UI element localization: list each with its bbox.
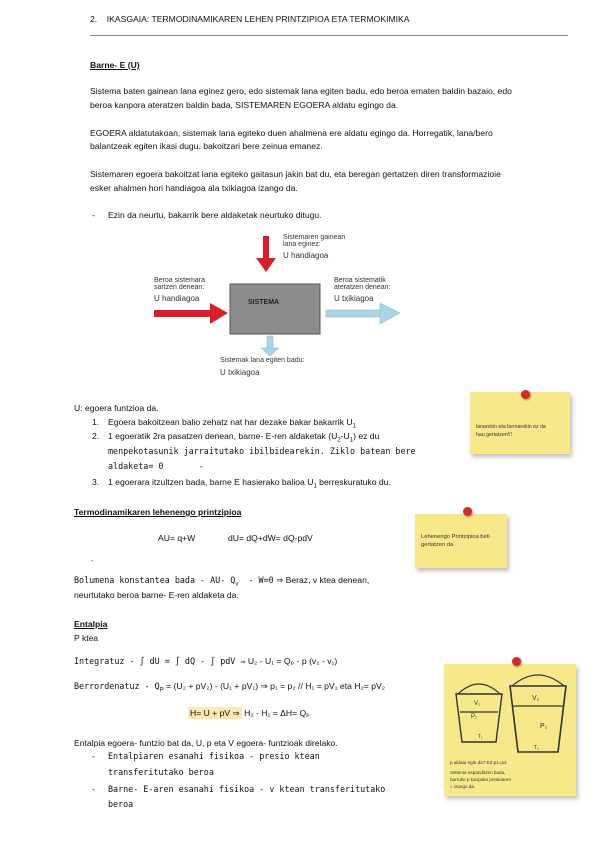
bucket-large-handle	[512, 675, 564, 686]
equation-delta-u: AU= q+W	[158, 533, 196, 543]
paragraph-2-line-1: EGOERA aldatutakoan, sistemak lana egiteko duen ahalmena ere aldatu egingo da. Horregatik, lana/bero	[90, 128, 493, 138]
arrow-bottom-head	[261, 348, 279, 356]
section-title-barne: Barne- E (U)	[90, 60, 140, 70]
system-box	[230, 284, 320, 334]
bullet-measure: Ezin da neurtu, bakarrik bere aldaketak neurtuko ditugu.	[108, 210, 322, 220]
arrow-right-head	[380, 303, 400, 324]
state-function-line: Entalpia egoera- funtzio bat da, U, p eta V egoera- funtzioak direlako.	[74, 738, 338, 748]
diagram-top-label: Sistemaren gainean lana eginez: U handiagoa	[283, 234, 346, 260]
egoera-item-1-number: 1.	[92, 417, 100, 427]
enthalpy-meaning-line-1: Entalpiaren esanahi fisikoa - presio ktean	[108, 751, 320, 761]
volume-constant-line-1: Bolumena konstantea bada - AU- $Q_v - W=0$ ⇒ Beraz, v ktea denean,	[74, 575, 370, 588]
egoera-item-2-number: 2.	[92, 431, 100, 441]
section-title-termo: Termodinamikaren lehenengo printzipioa	[74, 507, 242, 517]
egoera-item-2-line-3: aldaketa= 0 -	[108, 461, 204, 471]
reordering-line: Berrordenatuz - $Q_P = (U_2 + pV_2) - (U_1 + pV_1)$ ⇒ p₁ = p₂ // H₁ = pV₁ eta H₂= pV₂	[74, 681, 386, 694]
diagram-bottom-value: U txikiagoa	[220, 368, 260, 377]
diagram-right-value: U txikiagoa	[334, 294, 374, 303]
header	[90, 14, 409, 24]
internal-energy-meaning-line-1: Barne- E-aren esanahi fisikoa - v ktean transferitutako	[108, 784, 386, 794]
header-rule	[90, 35, 568, 36]
note3-caption-3: barruko p kanpoko presioaren	[450, 777, 512, 782]
egoera-item-2-line-1: 1 egoeratik 2ra pasatzen denean, barne- E-ren aldaketak $(U_2-U_1)$ ez du	[108, 431, 380, 444]
pushpin-icon	[521, 390, 530, 399]
diagram-top-value: U handiagoa	[283, 251, 329, 260]
pushpin-icon	[463, 507, 472, 516]
paragraph-3-line-2: esker ahalmen hori handiagoa ala txikiagoa izango da.	[90, 183, 298, 193]
volume-constant-line-2: neurtutako beroa barne- E-ren aldaketa da.	[74, 590, 239, 600]
bullet-dash: -	[92, 751, 95, 761]
arrow-top-shaft	[263, 236, 269, 260]
pressure-constant: P ktea	[74, 633, 99, 643]
enthalpy-definition: H= U + pV ⇒ H₂ - H₁ = ΔH= Qₚ	[190, 708, 310, 718]
note3-v1: V₁	[474, 701, 481, 707]
red-dash: -	[91, 556, 94, 565]
paragraph-2-line-2: balantzeak egiten ikasi dugu. bakoitzari bere zeinua emanez.	[90, 141, 323, 151]
diagram-bottom-label: Sistemak lana egiten badu: U txikiagoa	[220, 357, 305, 377]
egoera-item-2-line-2: menpekotasunik jarraitutako ibilbidearekin. Ziklo batean bere	[108, 446, 416, 456]
note3-t1: T₁	[478, 734, 483, 740]
sticky-note-1: lanarekin eta beroarekin ez da hau gertatzen!!!	[470, 392, 570, 454]
egoera-item-3: 1 egoerara itzultzen bada, barne E hasierako balioa $U_1$ berreskuratuko du.	[108, 477, 391, 490]
diagram-left-label: Beroa sistemara sartzen denean: U handiagoa	[154, 277, 205, 303]
equation-du: dU= dQ+dW= dQ-pdV	[228, 533, 313, 543]
arrow-left-head	[210, 303, 228, 324]
note3-p2: P₂	[540, 723, 548, 730]
sticky-note-3	[444, 664, 576, 796]
paragraph-1-line-1: Sistema baten gainean lana eginez gero, edo sistemak lana egiten badu, edo beroa ematen baldin bazaio, edo	[90, 86, 512, 96]
note3-v2: V₂	[532, 695, 540, 702]
arrow-top-head	[256, 258, 276, 272]
sticky-note-2: Lehenengo Printzipioa beti gertatzen da	[415, 514, 507, 568]
bucket-illustration	[450, 672, 570, 756]
diagram-right-label: Beroa sistematik ateratzen denean: U txikiagoa	[334, 277, 391, 303]
egoera-item-1: Egoera bakoitzean balio zehatz nat har dezake bakar bakarrik $U_1$	[108, 417, 356, 430]
note3-caption-4: = izango da.	[450, 784, 476, 789]
arrow-left-shaft	[154, 310, 212, 317]
bucket-small-handle	[458, 684, 500, 694]
egoera-item-3-number: 3.	[92, 477, 100, 487]
diagram-left-value: U handiagoa	[154, 294, 200, 303]
paragraph-3-line-1: Sistemaren egoera bakoitzat lana egiteko gaitasun jakin bat du, eta beregan gertatzen diren transformazioie	[90, 169, 501, 179]
header-number: 2.	[90, 14, 98, 24]
note3-p1: P₁	[471, 714, 478, 720]
note3-caption-1: p aldatu egin da? EZ p1=p2	[450, 760, 507, 765]
integration-line: Integratuz - ∫ dU = ∫ dQ - ∫ pdV ⇒ U₂ - U₁ = Qₚ - p (v₂ - v₁)	[74, 656, 338, 666]
enthalpy-meaning-line-2: transferitutako beroa	[108, 767, 214, 777]
diagram-box-label: SISTEMA	[248, 299, 280, 306]
header-title: IKASGAIA: TERMODINAMIKAREN LEHEN PRINTZIPIOA ETA TERMOKIMIKA	[106, 14, 410, 24]
paragraph-1-line-2: beroa kanpora ateratzen baldin bada, SISTEMAREN EGOERA aldatu egingo da.	[90, 100, 399, 110]
pushpin-icon	[512, 657, 521, 666]
egoera-intro: U: egoera funtzioa da.	[74, 403, 159, 413]
internal-energy-meaning-line-2: beroa	[108, 799, 134, 809]
section-title-entalpia: Entalpia	[74, 619, 108, 629]
arrow-right-shaft	[326, 310, 382, 317]
bullet-dash: -	[92, 784, 95, 794]
note3-t2: T₂	[534, 745, 539, 751]
highlighted-formula: H= U + pV ⇒	[190, 708, 240, 718]
note3-caption-2: Sistema espanditzen bada,	[450, 770, 506, 775]
bullet-dash: -	[92, 210, 95, 220]
